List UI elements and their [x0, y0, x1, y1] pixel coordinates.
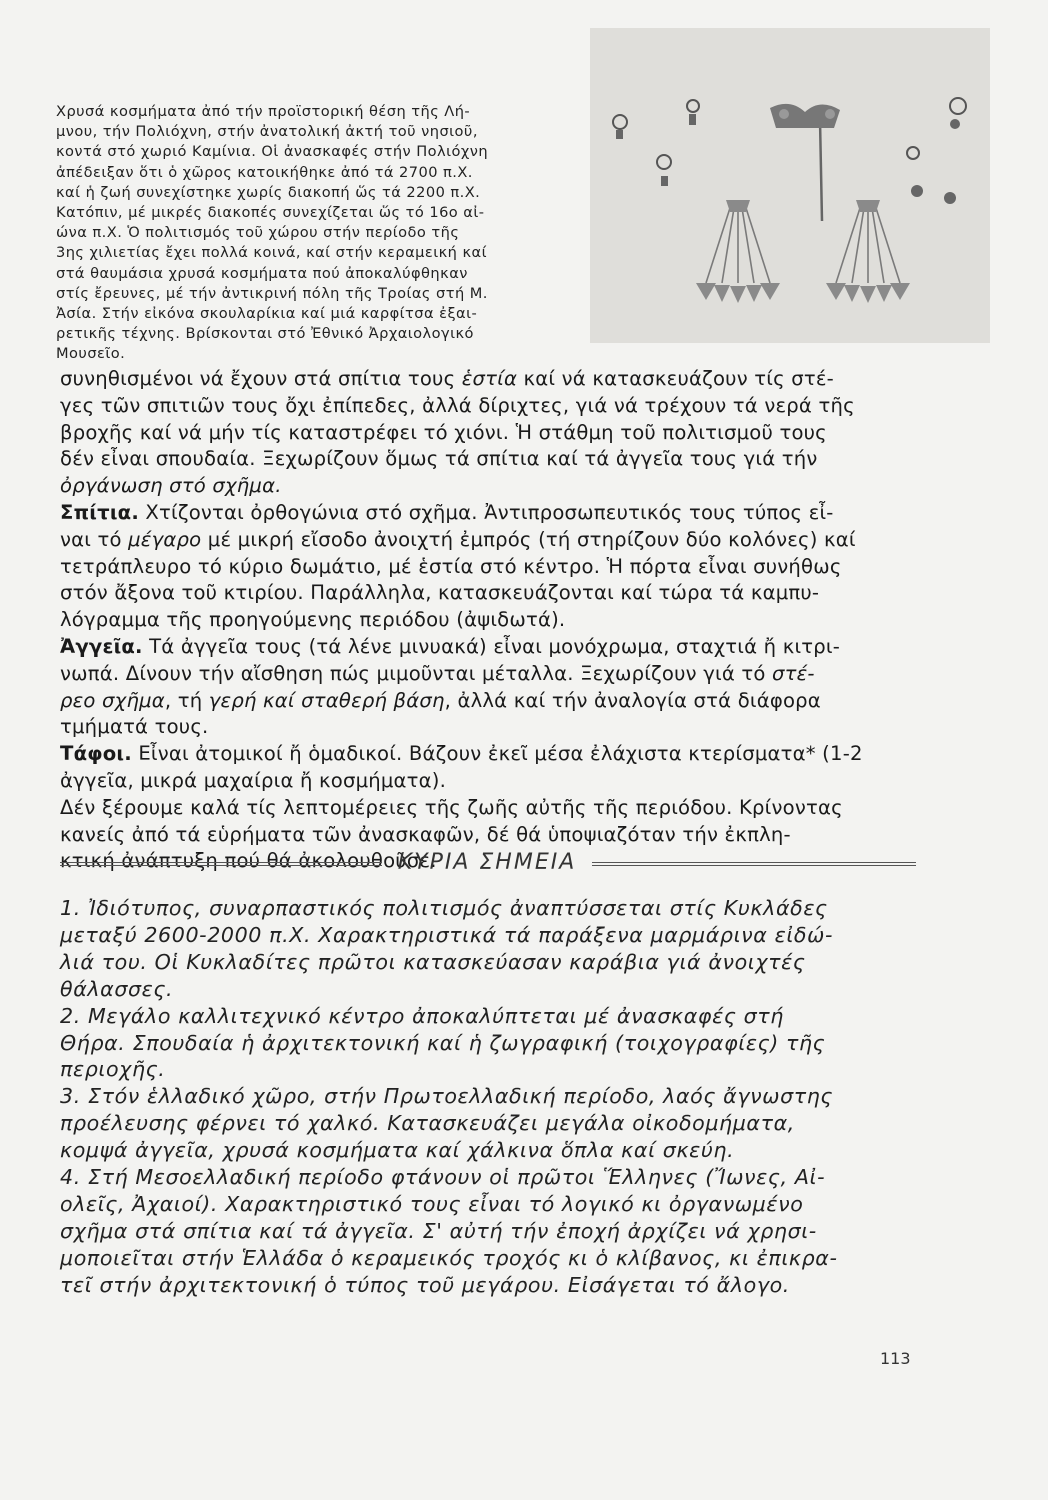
text-line: κανείς ἀπό τά εὑρήματα τῶν ἀνασκαφῶν, δέ θά ὑποψιαζόταν τήν ἐκπλη-: [60, 822, 791, 846]
caption-line: 3ης χιλιετίας ἔχει πολλά κοινά, καί στήν κεραμεική καί: [56, 244, 487, 262]
caption-line: ώνα π.Χ. Ὁ πολιτισμός τοῦ χώρου στήν περίοδο τῆς: [56, 224, 460, 242]
summary-line: σχῆμα στά σπίτια καί τά ἀγγεῖα. Σ' αὐτή τήν ἐποχή ἀρχίζει νά χρησι-: [60, 1218, 817, 1243]
summary-line: ολεῖς, Ἀχαιοί). Χαρακτηριστικό τους εἶναι τό λογικό κι ὀργανωμένο: [60, 1191, 804, 1216]
caption-line: ρετικῆς τέχνης. Βρίσκονται στό Ἐθνικό Ἀρχαιολογικό: [56, 325, 474, 343]
text-line: ὀργάνωση στό σχῆμα.: [60, 474, 282, 498]
text-line: ναι τό μέγαρο μέ μικρή εἴσοδο ἀνοιχτή ἐμπρός (τή στηρίζουν δύο κολόνες) καί: [60, 527, 856, 551]
text-line: τετράπλευρο τό κύριο δωμάτιο, μέ ἑστία στό κέντρο. Ἡ πόρτα εἶναι συνήθως: [60, 554, 842, 578]
summary-line: 3. Στόν ἑλλαδικό χῶρο, στήν Πρωτοελλαδική περίοδο, λαός ἄγνωστης: [60, 1084, 834, 1109]
summary-line: Θήρα. Σπουδαία ἡ ἀρχιτεκτονική καί ἡ ζωγραφική (τοιχογραφίες) τῆς: [60, 1030, 826, 1055]
summary-line: 1. Ἰδιότυπος, συναρπαστικός πολιτισμός ἀναπτύσσεται στίς Κυκλάδες: [60, 896, 828, 920]
houses-heading: Σπίτια.: [60, 500, 139, 524]
summary-line: προέλευσης φέρνει τό χαλκό. Κατασκευάζει μεγάλα οἰκοδομήματα,: [60, 1111, 795, 1136]
page-number: 113: [880, 1349, 911, 1368]
text-line: νωπά. Δίνουν τήν αἴσθηση πώς μιμοῦνται μέταλλα. Ξεχωρίζουν γιά τό στέ-: [60, 661, 815, 685]
caption-line: καί ἡ ζωή συνεχίστηκε χωρίς διακοπή ὥς τά 2200 π.Χ.: [56, 183, 481, 201]
summary-line: 2. Μεγάλο καλλιτεχνικό κέντρο ἀποκαλύπτεται μέ ἀνασκαφές στή: [60, 1003, 784, 1028]
summary-line: λιά του. Οἱ Κυκλαδίτες πρῶτοι κατασκεύασαν καράβια γιά ἀνοιχτές: [60, 949, 806, 974]
text-line: γες τῶν σπιτιῶν τους ὄχι ἐπίπεδες, ἀλλά δίριχτες, γιά νά τρέχουν τά νερά τῆς: [60, 393, 855, 417]
text-line: κτική ἀνάπτυξη πού θά ἀκολουθοῦσε.: [60, 849, 437, 873]
summary-line: θάλασσες.: [60, 976, 174, 1001]
jewelry-illustration: [590, 28, 990, 343]
caption-line: μνου, τήν Πολιόχνη, στήν ἀνατολική ἀκτή τοῦ νησιοῦ,: [56, 123, 478, 141]
text-line: τμήματά τους.: [60, 715, 209, 739]
graves-heading: Τάφοι.: [60, 742, 132, 766]
main-text: [60, 366, 960, 875]
text-line: ρεο σχῆμα, τή γερή καί σταθερή βάση, ἀλλά καί τήν ἀναλογία στά διάφορα: [60, 688, 821, 712]
summary-line: μεταξύ 2600-2000 π.Χ. Χαρακτηριστικά τά παράξενα μαρμάρινα εἰδώ-: [60, 922, 833, 947]
caption-line: στίς ἔρευνες, μέ τήν ἀντικρινή πόλη τῆς Τροίας στή Μ.: [56, 284, 488, 302]
summary-line: τεῖ στήν ἀρχιτεκτονική ὁ τύπος τοῦ μεγάρου. Εἰσάγεται τό ἄλογο.: [60, 1272, 790, 1297]
photo-caption: [56, 102, 576, 365]
summary-line: κομψά ἀγγεῖα, χρυσά κοσμήματα καί χάλκινα ὅπλα καί σκεύη.: [60, 1138, 735, 1163]
section-rule-right: [592, 862, 916, 866]
caption-line: Κατόπιν, μέ μικρές διακοπές συνεχίζεται ὥς τό 16ο αἰ-: [56, 204, 485, 222]
caption-line: κοντά στό χωριό Καμίνια. Οἱ ἀνασκαφές στήν Πολιόχνη: [56, 143, 489, 161]
caption-line: ἀπέδειξαν ὅτι ὁ χῶρος κατοικήθηκε ἀπό τά 2700 π.Χ.: [56, 163, 473, 181]
caption-line: Ἀσία. Στήν εἰκόνα σκουλαρίκια καί μιά καρφίτσα ἐξαι-: [56, 305, 478, 323]
text-line: βροχῆς καί νά μήν τίς καταστρέφει τό χιόνι. Ἡ στάθμη τοῦ πολιτισμοῦ τους: [60, 420, 827, 444]
caption-line: στά θαυμάσια χρυσά κοσμήματα πού ἀποκαλύφθηκαν: [56, 264, 468, 282]
summary-line: μοποιεῖται στήν Ἑλλάδα ὁ κεραμεικός τροχός κι ὁ κλίβανος, κι ἐπικρα-: [60, 1245, 838, 1270]
summary-line: 4. Στή Μεσοελλαδική περίοδο φτάνουν οἱ πρῶτοι Ἕλληνες (Ἴωνες, Αἰ-: [60, 1165, 826, 1190]
summary-line: περιοχῆς.: [60, 1057, 166, 1082]
text-line: στόν ἄξονα τοῦ κτιρίου. Παράλληλα, κατασκευάζονται καί τώρα τά καμπυ-: [60, 581, 820, 605]
text-line: Ἀγγεῖα. Τά ἀγγεῖα τους (τά λένε μινυακά) εἶναι μονόχρωμα, σταχτιά ἤ κιτρι-: [60, 634, 841, 658]
caption-line: Χρυσά κοσμήματα ἀπό τήν προϊστορική θέση τῆς Λή-: [56, 103, 471, 120]
text-line: Δέν ξέρουμε καλά τίς λεπτομέρειες τῆς ζωῆς αὐτῆς τῆς περιόδου. Κρίνοντας: [60, 795, 843, 819]
section-rule-left: [60, 862, 382, 866]
text-line: δέν εἶναι σπουδαία. Ξεχωρίζουν ὅμως τά σπίτια καί τά ἀγγεῖα τους γιά τήν: [60, 447, 818, 471]
text-line: Σπίτια. Χτίζονται ὀρθογώνια στό σχῆμα. Ἀντιπροσωπευτικός τους τύπος εἶ-: [60, 500, 834, 524]
section-title: ΚΥΡΙΑ ΣΗΜΕΙΑ: [397, 850, 577, 875]
key-points: [60, 895, 960, 1299]
text-line: Τάφοι. Εἶναι ἀτομικοί ἤ ὁμαδικοί. Βάζουν ἐκεῖ μέσα ἐλάχιστα κτερίσματα* (1-2: [60, 742, 863, 766]
vessels-heading: Ἀγγεῖα.: [60, 634, 143, 658]
text-line: λόγραμμα τῆς προηγούμενης περιόδου (ἀψιδωτά).: [60, 608, 566, 632]
caption-line: Μουσεῖο.: [56, 345, 126, 363]
jewelry-photo: [590, 28, 990, 343]
text-line: ἀγγεῖα, μικρά μαχαίρια ἤ κοσμήματα).: [60, 768, 447, 792]
text-line: συνηθισμένοι νά ἔχουν στά σπίτια τους ἑστία καί νά κατασκευάζουν τίς στέ-: [60, 367, 834, 390]
